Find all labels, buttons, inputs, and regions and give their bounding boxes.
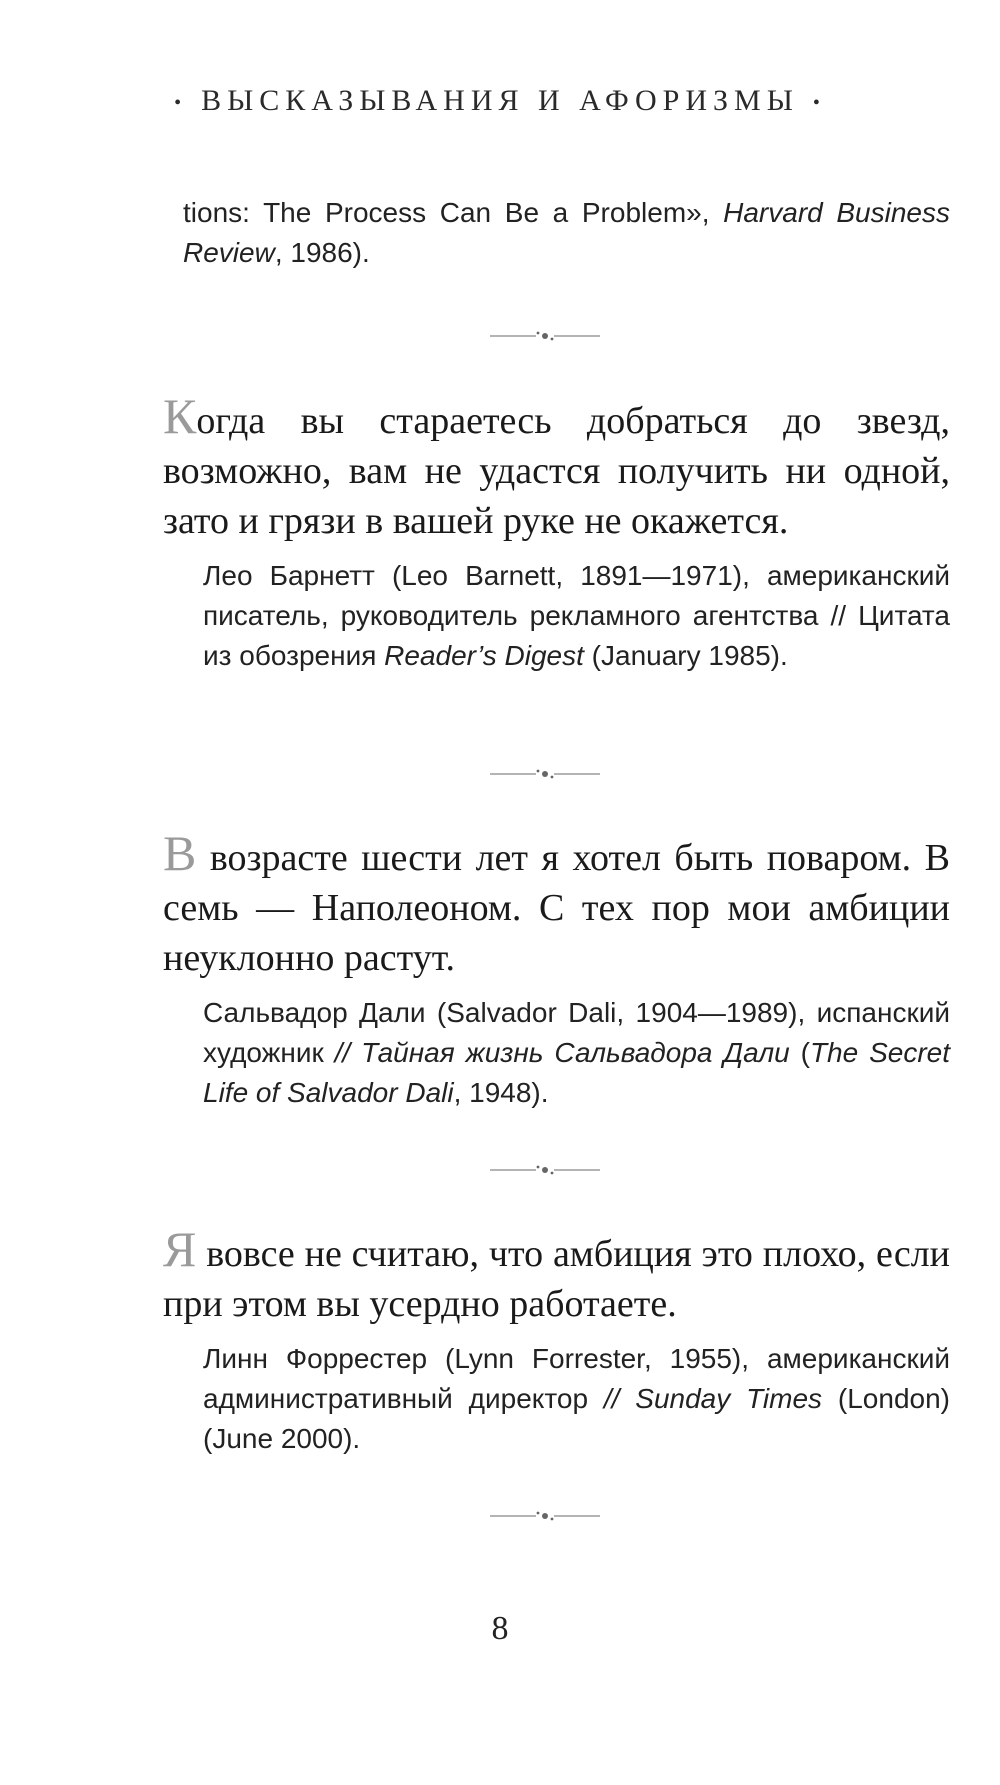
- divider-ornament: [490, 326, 600, 346]
- quote-entry-2: [163, 825, 950, 1113]
- header-bullet-left: •: [174, 91, 188, 114]
- source-text-2: (London) (June 2000).: [203, 1383, 950, 1454]
- continuation-italic: Harvard Business Review: [183, 197, 950, 268]
- source-text-3: , 1948).: [453, 1077, 549, 1108]
- continuation-source: [183, 193, 950, 273]
- continuation-text-2: , 1986).: [274, 237, 370, 268]
- source-italic-2: The Secret Life of Salvador Dali: [203, 1037, 950, 1108]
- quote-entry-3: [163, 1221, 950, 1459]
- drop-cap: В: [163, 825, 197, 881]
- quote-body: возрасте шести лет я хотел быть поваром. В семь — Наполеоном. С тех пор мои амбиции неуклонно растут.: [163, 837, 950, 979]
- quote-source: [203, 1339, 950, 1459]
- source-text-2: (: [789, 1037, 810, 1068]
- divider-ornament: [490, 764, 600, 784]
- divider-ornament: [490, 1160, 600, 1180]
- quote-body: огда вы стараетесь добраться до звезд, возможно, вам не удастся получить ни одной, зато и грязи в вашей руке не окажется.: [163, 400, 950, 542]
- page-number: 8: [491, 1610, 509, 1647]
- source-italic: // Тайная жизнь Сальвадора Дали: [334, 1037, 790, 1068]
- source-italic: // Sunday Times: [603, 1383, 823, 1414]
- quote-body: вовсе не считаю, что амбиция это плохо, если при этом вы усердно работаете.: [163, 1233, 950, 1325]
- drop-cap: К: [163, 388, 197, 444]
- continuation-block: [163, 193, 950, 273]
- drop-cap: Я: [163, 1221, 197, 1277]
- continuation-text-1: tions: The Process Can Be a Problem»,: [183, 197, 724, 228]
- header-bullet-right: •: [812, 91, 826, 114]
- quote-text: [163, 388, 950, 546]
- source-italic: Reader’s Digest: [384, 640, 584, 671]
- quote-text: [163, 825, 950, 983]
- source-text-2: (January 1985).: [583, 640, 788, 671]
- header-title: ВЫСКАЗЫВАНИЯ И АФОРИЗМЫ: [201, 84, 799, 117]
- source-text-1: Сальвадор Дали (Salvador Dali, 1904—1989), испанский художник: [203, 997, 950, 1068]
- quote-text: [163, 1221, 950, 1329]
- divider-ornament: [490, 1506, 600, 1526]
- quote-source: [203, 993, 950, 1113]
- running-header: [0, 84, 1000, 118]
- quote-entry-1: [163, 388, 950, 676]
- quote-source: [203, 556, 950, 676]
- source-text-1: Линн Форрестер (Lynn Forrester, 1955), американский административный директор: [203, 1343, 950, 1414]
- source-text-1: Лео Барнетт (Leo Barnett, 1891—1971), американский писатель, руководитель рекламного агентства // Цитата из обозрения: [203, 560, 950, 671]
